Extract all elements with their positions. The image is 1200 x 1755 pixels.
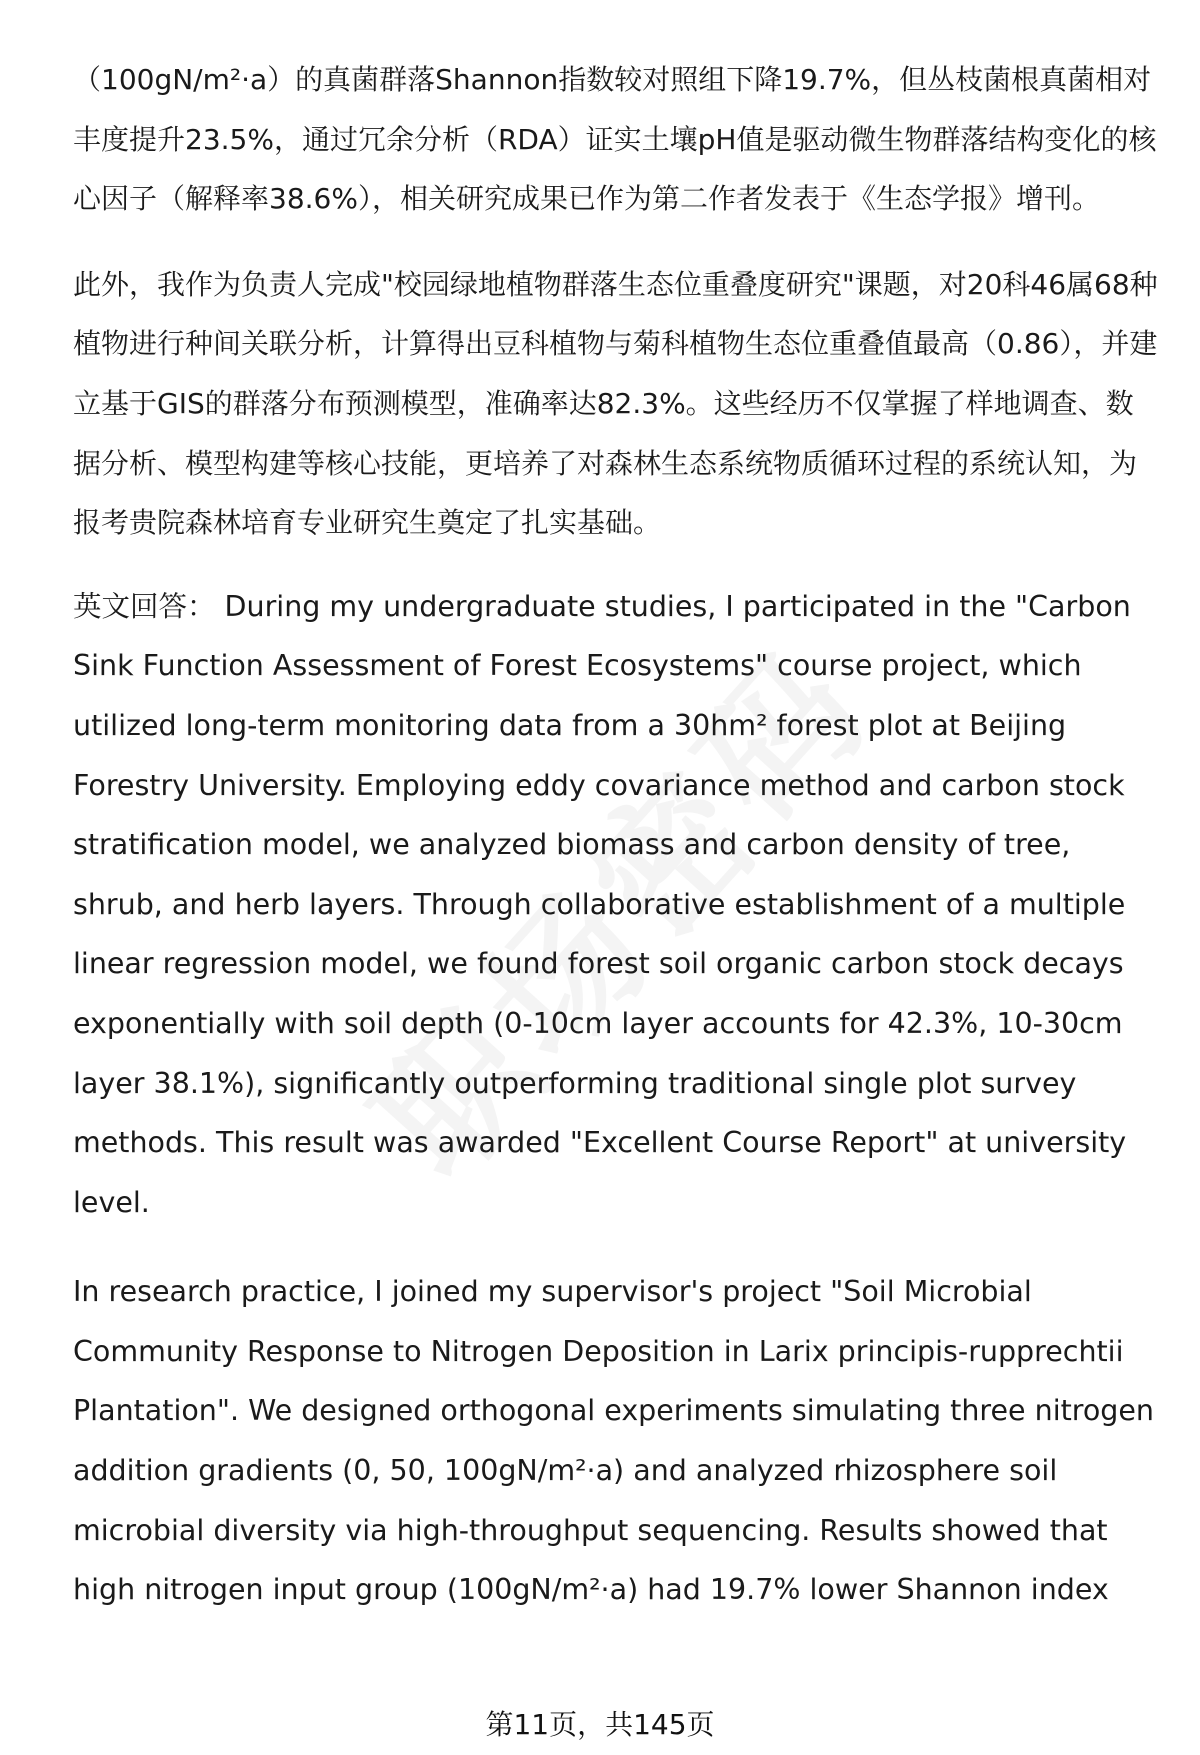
paragraph-english-answer: 英文回答： During my undergraduate studies, I participated in the "Carbon Sink Function Assessment of Forest Ecosystems" course project, which utilized long-term monitoring data from a 30hm² forest plot at Beijing Forestry University. Employing eddy covariance method and carbon stock stratification model, we analyzed biomass and carbon density of tree, shrub, and herb layers. Through collaborative establishment of a multiple linear regression model, we found forest soil organic carbon stock decays exponentially with soil depth (0-10cm layer accounts for 42.3%, 10-30cm layer 38.1%), significantly outperforming traditional single plot survey methods. This result was awarded "Excellent Course Report" at university level. xyxy=(73,589,1131,1219)
paragraph-english-research: In research practice, I joined my supervisor's project "Soil Microbial Community Response to Nitrogen Deposition in Larix principis-rupprechtii Plantation". We designed orthogonal experiments simulating three nitrogen addition gradients (0, 50, 100gN/m²·a) and analyzed rhizosphere soil microbial diversity via high-throughput sequencing. Results showed that high nitrogen input group (100gN/m²·a) had 19.7% lower Shannon index xyxy=(73,1275,1154,1607)
page-footer: 第11页，共145页 xyxy=(485,1708,715,1741)
paragraph-chinese-project: 此外，我作为负责人完成"校园绿地植物群落生态位重叠度研究"课题，对20科46属68种植物进行种间关联分析，计算得出豆科植物与菊科植物生态位重叠值最高（0.86），并建立基于GIS的群落分布预测模型，准确率达82.3%。这些经历不仅掌握了样地调查、数据分析、模型构建等核心技能，更培养了对森林生态系统物质循环过程的系统认知，为报考贵院森林培育专业研究生奠定了扎实基础。 xyxy=(73,267,1158,540)
document-body xyxy=(73,50,1158,1620)
paragraph-chinese-results: （100gN/m²·a）的真菌群落Shannon指数较对照组下降19.7%，但丛枝菌根真菌相对丰度提升23.5%，通过冗余分析（RDA）证实土壤pH值是驱动微生物群落结构变化的核心因子（解释率38.6%），相关研究成果已作为第二作者发表于《生态学报》增刊。 xyxy=(73,63,1157,216)
